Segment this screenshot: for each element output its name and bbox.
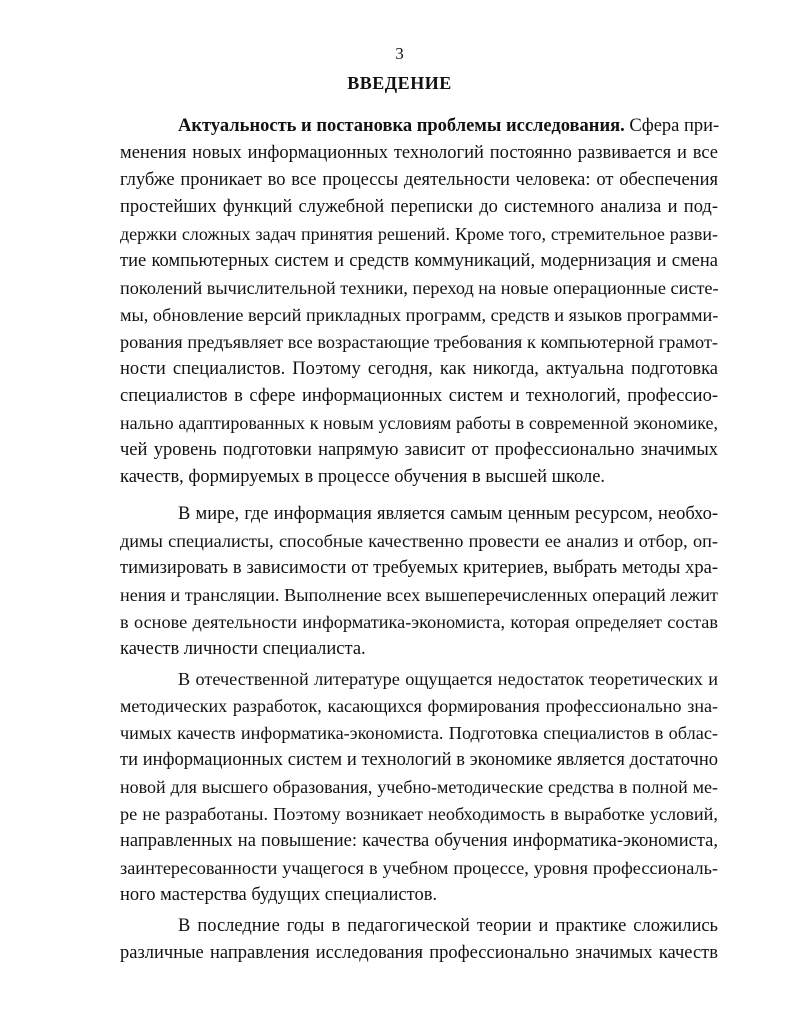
paragraph-2-line: В мире, где информация является самым ценным ресурсом, необхо- bbox=[178, 504, 718, 524]
paragraph-2-line: качеств личности специалиста. bbox=[120, 639, 366, 659]
paragraph-2-line: димы специалисты, способные качественно провести ее анализ и отбор, оп- bbox=[120, 531, 718, 551]
paragraph-2-line: нения и трансляции. Выполнение всех вышеперечисленных операций лежит bbox=[120, 585, 718, 605]
paragraph-3-line: методических разработок, касающихся формирования профессионально зна- bbox=[120, 696, 718, 716]
paragraph-1-line: рования предъявляет все возрастающие требования к компьютерной грамот- bbox=[120, 332, 718, 352]
paragraph-1-lead: Актуальность и постановка проблемы исследования. bbox=[178, 116, 625, 136]
paragraph-1-line: нально адаптированных к новым условиям работы в современной экономике, bbox=[120, 413, 718, 433]
paragraph-1-line: простейших функций служебной переписки до системного анализа и под- bbox=[120, 197, 718, 217]
page-title: ВВЕДЕНИЕ bbox=[347, 73, 452, 93]
paragraph-1-line: специалистов в сфере информационных систем и технологий, профессио- bbox=[120, 386, 718, 406]
paragraph-1-line: держки сложных задач принятия решений. Кроме того, стремительное разви- bbox=[120, 224, 718, 244]
paragraph-3-line: ре не разработаны. Поэтому возникает необходимость в выработке условий, bbox=[120, 804, 718, 824]
paragraph-1-line: качеств, формируемых в процессе обучения в высшей школе. bbox=[120, 467, 606, 487]
paragraph-1-line: мы, обновление версий прикладных программ, средств и языков программи- bbox=[120, 305, 719, 325]
paragraph-3-line: новой для высшего образования, учебно-методические средства в полной ме- bbox=[120, 777, 718, 797]
paragraph-1-line: чей уровень подготовки напрямую зависит от профессионально значимых bbox=[120, 440, 718, 460]
page-number: 3 bbox=[395, 44, 404, 63]
paragraph-1-line: глубже проникает во все процессы деятельности человека: от обеспечения bbox=[120, 170, 718, 190]
paragraph-1-line-1 bbox=[178, 112, 718, 141]
paragraph-1-line: менения новых информационных технологий постоянно развивается и все bbox=[120, 143, 718, 163]
paragraph-4-line: различные направления исследования профессионально значимых качеств bbox=[120, 943, 718, 963]
paragraph-2-line: тимизировать в зависимости от требуемых критериев, выбрать методы хра- bbox=[120, 558, 718, 578]
paragraph-4-line: В последние годы в педагогической теории и практике сложились bbox=[178, 916, 718, 936]
paragraph-2-line: в основе деятельности информатика-экономиста, которая определяет состав bbox=[120, 612, 718, 632]
paragraph-3-line: ного мастерства будущих специалистов. bbox=[120, 885, 438, 905]
paragraph-3-line: В отечественной литературе ощущается недостаток теоретических и bbox=[178, 669, 718, 689]
paragraph-1-line: тие компьютерных систем и средств коммуникаций, модернизация и смена bbox=[120, 251, 718, 271]
paragraph-1-line: ности специалистов. Поэтому сегодня, как никогда, актуальна подготовка bbox=[120, 359, 718, 379]
paragraph-1-line: поколений вычислительной техники, переход на новые операционные систе- bbox=[120, 278, 719, 298]
paragraph-3-line: ти информационных систем и технологий в экономике является достаточно bbox=[120, 750, 718, 770]
paragraph-3-line: заинтересованности учащегося в учебном процессе, уровня профессиональ- bbox=[120, 858, 718, 878]
paragraph-3-line: направленных на повышение: качества обучения информатика-экономиста, bbox=[120, 831, 718, 851]
paragraph-3-line: чимых качеств информатика-экономиста. Подготовка специалистов в облас- bbox=[120, 723, 718, 743]
paragraph-1-line-1-rest: Сфера при- bbox=[629, 116, 720, 136]
